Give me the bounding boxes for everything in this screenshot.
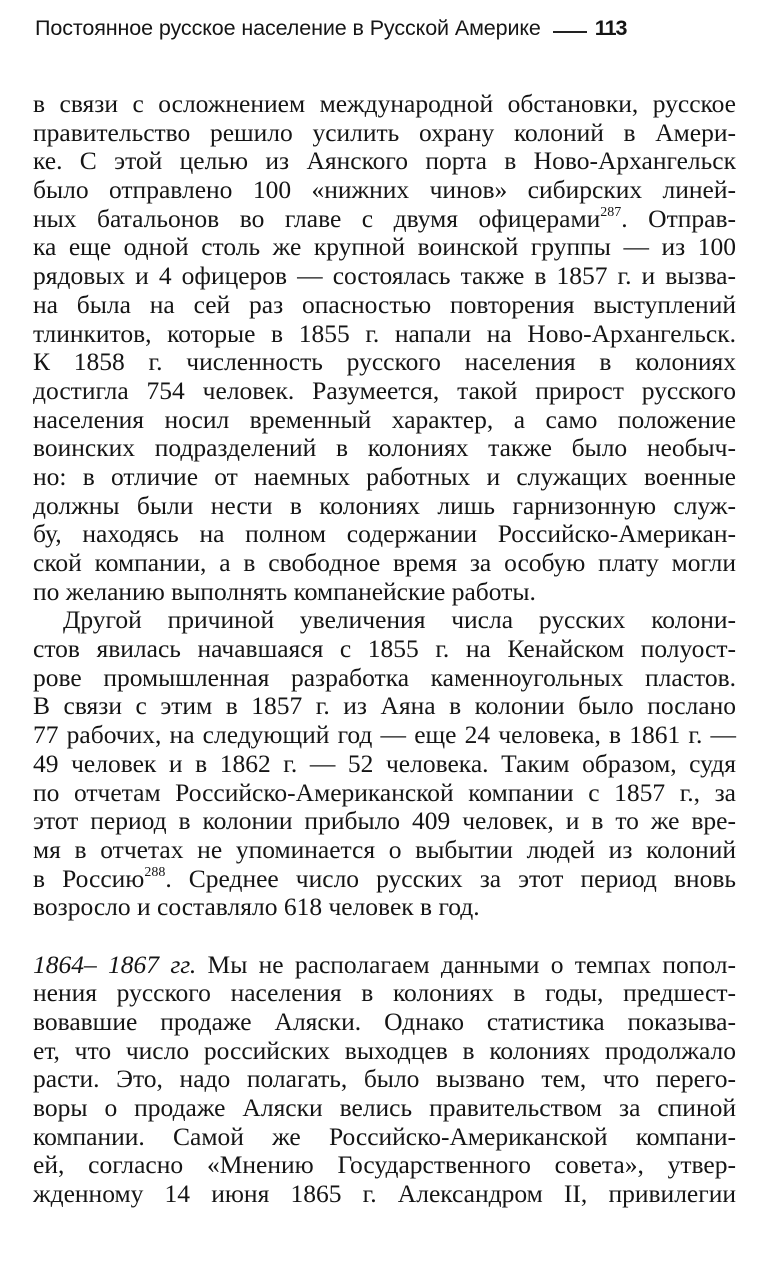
text-line [33, 406, 736, 435]
text-line [33, 836, 736, 865]
line-text: компании. Самой же Российско-Американской компани- [33, 1121, 736, 1151]
footnote-ref[interactable]: 288 [144, 864, 166, 880]
text-line [33, 750, 736, 779]
text-line [33, 147, 736, 176]
line-text: вовавшие продаже Аляски. Однако статистика показыва- [33, 1007, 736, 1036]
line-text: 49 человек и в 1862 г. — 52 человека. Таким образом, судя [33, 748, 736, 778]
line-text: 77 рабочих, на следующий год — еще 24 человека, в 1861 г. — [33, 720, 736, 750]
section-dates: 1864– 1867 гг. [33, 949, 197, 979]
text-line [33, 1180, 736, 1209]
line-text: достигла 754 человек. Разумеется, такой прирост русского [33, 375, 736, 405]
paragraph-gap [33, 922, 736, 951]
text-line [33, 119, 736, 148]
footnote-ref[interactable]: 287 [600, 204, 622, 220]
line-text: рове промышленная разработка каменноугольных пластов. [33, 662, 736, 692]
text-line [33, 1008, 736, 1037]
text-line [33, 1094, 736, 1123]
line-text: по отчетам Российско-Американской компании с 1857 г., за [33, 777, 736, 807]
line-text: должны были нести в колониях лишь гарнизонную служ- [33, 490, 736, 520]
text-line [33, 463, 736, 492]
text-line [33, 176, 736, 205]
line-text: возросло и составляло 618 человек в год. [33, 892, 480, 922]
line-text: тлинкитов, которые в 1855 г. напали на Ново-Архангельск. [33, 318, 736, 348]
line-text: . Отправ- [621, 203, 736, 233]
text-line [33, 635, 736, 664]
text-line [33, 1037, 736, 1066]
text-line [33, 520, 736, 549]
line-text: по желанию выполнять компанейские работы. [33, 576, 536, 606]
line-text: жденному 14 июня 1865 г. Александром II, привилегии [33, 1179, 736, 1209]
running-header [35, 16, 740, 48]
line-text: на была на сей раз опасностью повторения выступлений [33, 289, 736, 319]
text-line [33, 492, 736, 521]
text-line [33, 549, 736, 578]
line-text: нения русского населения в колониях в годы, предшест- [33, 978, 736, 1008]
paragraph [33, 606, 736, 922]
line-text: . Среднее число русских за этот период вновь [165, 863, 736, 893]
line-text: Другой причиной увеличения числа русских колони- [63, 605, 736, 635]
line-text: этот период в колонии прибыло 409 человек, и в то же вре- [33, 806, 736, 836]
page-number: 113 [594, 16, 627, 40]
text-line [33, 377, 736, 406]
line-text: ей, согласно «Мнению Государственного совета», утвер- [33, 1150, 736, 1180]
line-text: ных батальонов во главе с двумя офицерами [33, 203, 601, 233]
text-line [33, 434, 736, 463]
text-line [33, 1065, 736, 1094]
text-line [33, 90, 736, 119]
text-line [33, 692, 736, 721]
paragraph [33, 951, 736, 1209]
line-text: населения носил временный характер, а само положение [33, 404, 736, 434]
text-line [33, 348, 736, 377]
text-line [33, 262, 736, 291]
text-line [33, 1123, 736, 1152]
line-text: воинских подразделений в колониях также было необыч- [33, 433, 736, 463]
text-line [33, 779, 736, 808]
paragraph [33, 90, 736, 606]
line-text: рядовых и 4 офицеров — состоялась также в 1857 г. и вызва- [33, 261, 736, 291]
text-line [33, 606, 736, 635]
line-text: мя в отчетах не упоминается о выбытии людей из колоний [33, 834, 736, 864]
text-line [33, 205, 736, 234]
line-text: правительство решило усилить охрану колоний в Амери- [33, 117, 736, 147]
text-line [33, 291, 736, 320]
text-line [33, 664, 736, 693]
running-title: Постоянное русское население в Русской Америке [35, 16, 541, 40]
text-line [33, 233, 736, 262]
line-text: в связи с осложнением международной обстановки, русское [33, 89, 736, 118]
line-text: ет, что число российских выходцев в колониях продолжало [33, 1035, 736, 1065]
header-rule [553, 31, 587, 33]
text-line [33, 578, 736, 607]
page-body [33, 90, 736, 1209]
text-line [33, 951, 736, 980]
line-text: но: в отличие от наемных работных и служащих военные [33, 461, 736, 491]
text-line [33, 1151, 736, 1180]
line-text: В связи с этим в 1857 г. из Аяна в колонии было послано [33, 691, 736, 721]
text-line [33, 893, 736, 922]
text-line [33, 721, 736, 750]
text-line [33, 807, 736, 836]
line-text: было отправлено 100 «нижних чинов» сибирских линей- [33, 175, 736, 205]
text-line [33, 865, 736, 894]
line-text: ке. С этой целью из Аянского порта в Ново-Архангельск [33, 146, 736, 176]
line-text: воры о продаже Аляски велись правительством за спиной [33, 1093, 736, 1123]
line-text: ка еще одной столь же крупной воинской группы — из 100 [33, 232, 736, 262]
text-line [33, 979, 736, 1008]
line-text: ской компании, а в свободное время за особую плату могли [33, 548, 736, 577]
line-text: стов явилась начавшаяся с 1855 г. на Кенайском полуост- [33, 634, 736, 664]
text-line [33, 320, 736, 349]
line-text: расти. Это, надо полагать, было вызвано тем, что перего- [33, 1064, 736, 1094]
line-text: в Россию [33, 863, 145, 893]
line-text: К 1858 г. численность русского населения в колониях [33, 347, 736, 377]
line-text: Мы не располагаем данными о темпах попол- [196, 949, 737, 979]
line-text: бу, находясь на полном содержании Российско-Американ- [33, 519, 736, 549]
